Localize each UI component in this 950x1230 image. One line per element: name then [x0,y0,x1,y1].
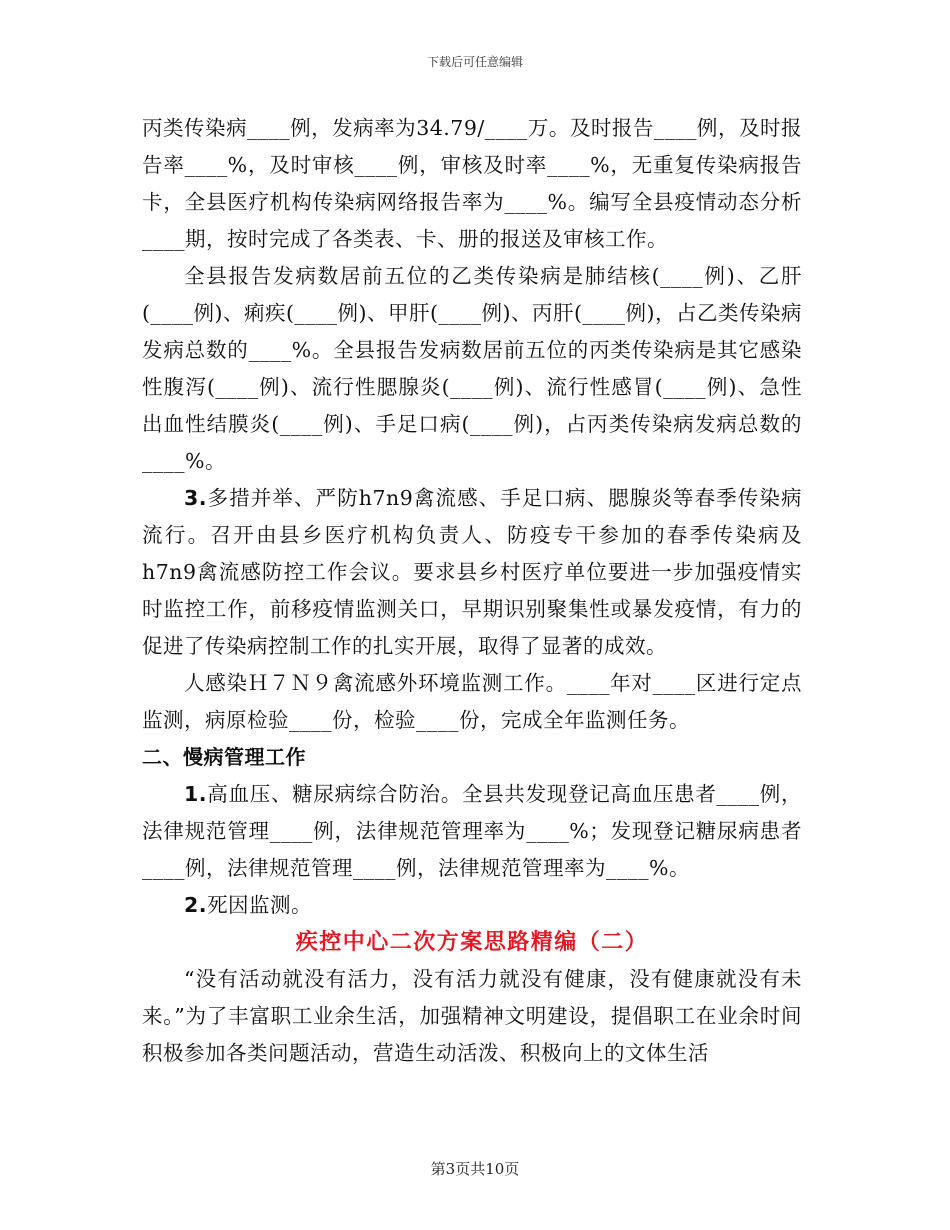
paragraph-death-monitoring [142,887,802,924]
document-red-title: 疾控中心二次方案思路精编（二） [295,930,649,955]
paragraph-class-c-stats: 丙类传染病____例，发病率为34.79/____万。及时报告____例，及时报告率____%，及时审核____例，审核及时率____%，无重复传染病报告卡，全县医疗机构传染病网络报告率为____%。编写全县疫情动态分析____期，按时完成了各类表、卡、册的报送及审核工作。 [142,116,802,251]
document-body [142,110,802,1072]
paragraph-text: 多措并举、严防h7n9禽流感、手足口病、腮腺炎等春季传染病流行。召开由县乡医疗机构负责人、防疫专干参加的春季传染病及h7n9禽流感防控工作会议。要求县乡村医疗单位要进一步加强疫情实时监控工作，前移疫情监测关口，早期识别聚集性或暴发疫情，有力的促进了传染病控制工作的扎实开展，取得了显著的成效。 [142,486,802,658]
paragraph-top-five-diseases: 全县报告发病数居前五位的乙类传染病是肺结核(____例)、乙肝(____例)、痢疾(____例)、甲肝(____例)、丙肝(____例)，占乙类传染病发病总数的____%。全县报告发病数居前五位的丙类传染病是其它感染性腹泻(____例)、流行性腮腺炎(____例)、流行性感冒(____例)、急性出血性结膜炎(____例)、手足口病(____例)，占丙类传染病发病总数的____%。 [142,264,802,473]
paragraph-text: 死因监测。 [207,893,313,917]
paragraph-hypertension-diabetes [142,776,802,887]
paragraph-h7n9-monitoring: 人感染Ｈ７Ｎ９禽流感外环境监测工作。____年对____区进行定点监测，病原检验____份，检验____份，完成全年监测任务。 [142,671,802,732]
page-header: 下载后可任意编辑 [426,55,523,69]
paragraph-spring-prevention [142,480,802,665]
page-footer: 第3页共10页 [430,1160,520,1178]
paragraph-text: 高血压、糖尿病综合防治。全县共发现登记高血压患者____例，法律规范管理____例，法律规范管理率为____%；发现登记糖尿病患者____例，法律规范管理____例，法律规范管理率为____%。 [142,782,802,880]
item-number: 1. [184,782,208,806]
item-number: 3. [184,486,208,510]
section-heading-chronic-disease: 二、慢病管理工作 [142,745,306,769]
item-number: 2. [184,893,208,917]
paragraph-activity-intro: “没有活动就没有活力，没有活力就没有健康，没有健康就没有未来。”为了丰富职工业余生活，加强精神文明建设，提倡职工在业余时间积极参加各类问题活动，营造生动活泼、积极向上的文体生活 [142,967,802,1065]
